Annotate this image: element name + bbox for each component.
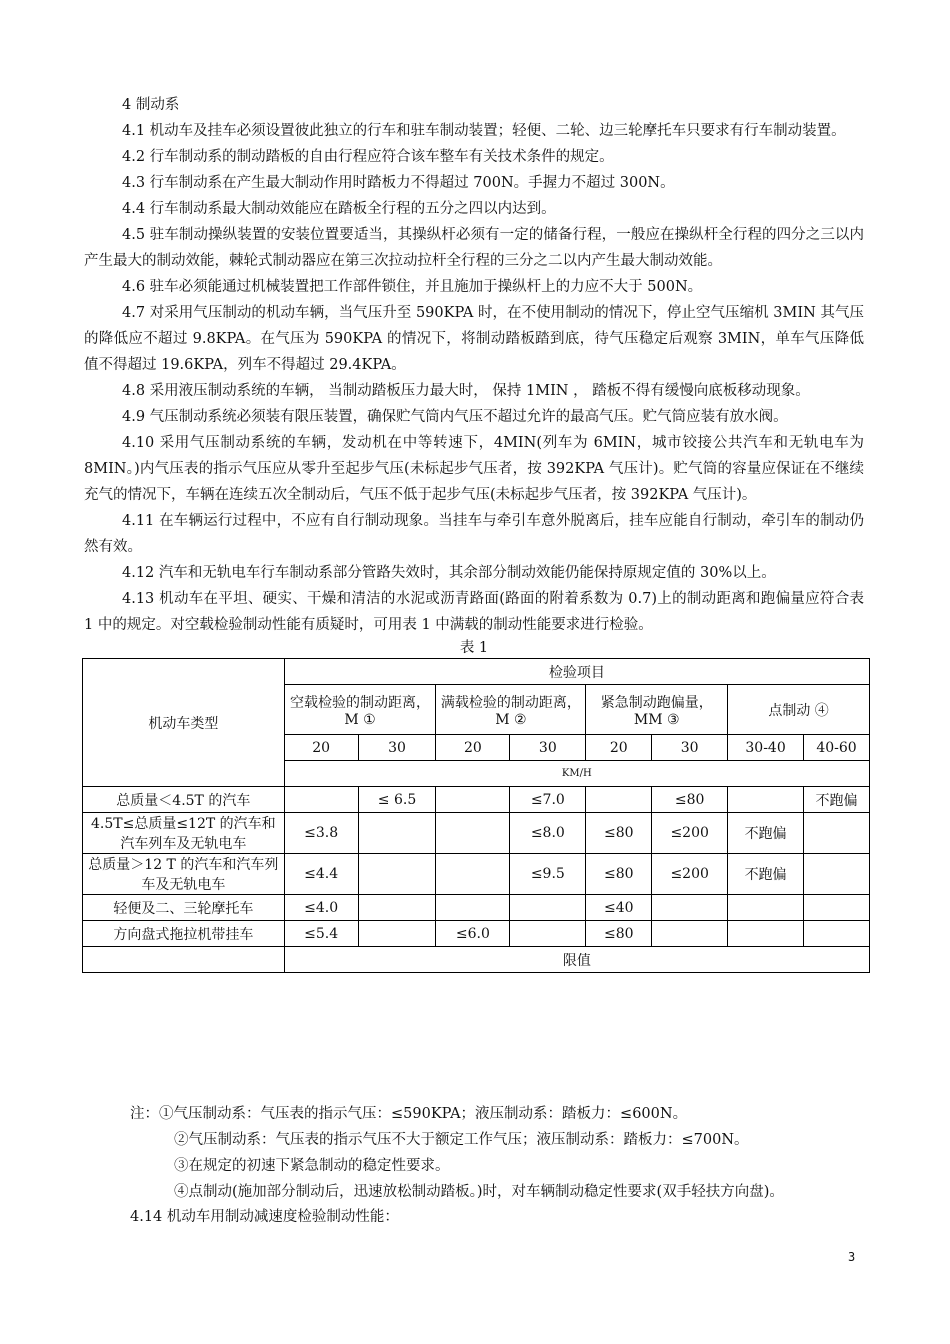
value-cell	[804, 813, 870, 854]
value-cell: ≤6.0	[436, 921, 510, 947]
value-cell	[728, 787, 804, 813]
value-cell: ≤80	[652, 787, 728, 813]
value-cell: 不跑偏	[728, 813, 804, 854]
speed-cell: 30	[358, 735, 436, 761]
value-cell	[436, 787, 510, 813]
speed-cell: 20	[586, 735, 652, 761]
value-cell: ≤80	[586, 921, 652, 947]
value-cell: 不跑偏	[804, 787, 870, 813]
note-1: 注：①气压制动系：气压表的指示气压：≤590KPA；液压制动系：踏板力：≤600N。	[130, 1106, 688, 1122]
value-cell	[728, 895, 804, 921]
value-cell: ≤9.5	[510, 854, 586, 895]
paragraph-4-3: 4.3 行车制动系在产生最大制动作用时踏板力不得超过 700N。手握力不超过 300N。	[122, 175, 675, 191]
note-2: ②气压制动系：气压表的指示气压不大于额定工作气压；液压制动系：踏板力：≤700N。	[174, 1132, 749, 1148]
value-cell	[510, 921, 586, 947]
value-cell	[436, 813, 510, 854]
brake-performance-table	[82, 658, 870, 973]
speed-cell: 30	[510, 735, 586, 761]
section-title: 4 制动系	[122, 97, 180, 113]
speed-cell: 20	[284, 735, 358, 761]
paragraph-4-4: 4.4 行车制动系最大制动效能应在踏板全行程的五分之四以内达到。	[122, 201, 556, 217]
table-row	[83, 787, 870, 813]
speed-cell: 30	[652, 735, 728, 761]
document-body	[84, 92, 864, 973]
header-point-brake: 点制动 ④	[728, 685, 870, 735]
header-vehicle-type: 机动车类型	[83, 659, 285, 787]
header-inspection-items: 检验项目	[284, 659, 869, 685]
paragraph-4-11: 4.11 在车辆运行过程中，不应有自行制动现象。当挂车与牵引车意外脱离后，挂车应能自行制动，牵引车的制动仍然有效。	[84, 513, 864, 555]
value-cell: 不跑偏	[728, 854, 804, 895]
value-cell: ≤80	[586, 854, 652, 895]
header-full-load-distance: 满载检验的制动距离，M ②	[436, 685, 586, 735]
table-caption: 表 1	[459, 640, 489, 656]
speed-unit: KM/H	[284, 761, 869, 787]
table-row	[83, 813, 870, 854]
value-cell	[652, 921, 728, 947]
paragraph-4-1: 4.1 机动车及挂车必须设置彼此独立的行车和驻车制动装置；轻便、二轮、边三轮摩托车只要求有行车制动装置。	[122, 123, 846, 139]
value-cell: ≤80	[586, 813, 652, 854]
note-3: ③在规定的初速下紧急制动的稳定性要求。	[174, 1158, 450, 1174]
vehicle-type-cell: 方向盘式拖拉机带挂车	[83, 921, 285, 947]
value-cell: ≤200	[652, 854, 728, 895]
paragraph-4-6: 4.6 驻车必须能通过机械装置把工作部件锁住，并且施加于操纵杆上的力应不大于 500N。	[122, 279, 703, 295]
paragraph-4-14: 4.14 机动车用制动减速度检验制动性能：	[130, 1209, 399, 1225]
value-cell	[804, 854, 870, 895]
value-cell	[436, 854, 510, 895]
value-cell	[586, 787, 652, 813]
paragraph-4-5: 4.5 驻车制动操纵装置的安装位置要适当，其操纵杆必须有一定的储备行程，一般应在操纵杆全行程的四分之三以内产生最大的制动效能，棘轮式制动器应在第三次拉动拉杆全行程的三分之二以内产生最大制动效能。	[84, 227, 864, 269]
value-cell	[358, 854, 436, 895]
speed-cell: 30-40	[728, 735, 804, 761]
value-cell	[358, 921, 436, 947]
limit-value-label: 限值	[284, 947, 869, 973]
value-cell	[652, 895, 728, 921]
value-cell: ≤40	[586, 895, 652, 921]
speed-cell: 20	[436, 735, 510, 761]
value-cell	[728, 921, 804, 947]
value-cell: ≤200	[652, 813, 728, 854]
paragraph-4-2: 4.2 行车制动系的制动踏板的自由行程应符合该车整车有关技术条件的规定。	[122, 149, 614, 165]
value-cell	[358, 895, 436, 921]
vehicle-type-cell: 轻便及二、三轮摩托车	[83, 895, 285, 921]
value-cell: ≤4.4	[284, 854, 358, 895]
table-row	[83, 921, 870, 947]
table-row	[83, 854, 870, 895]
paragraph-4-13: 4.13 机动车在平坦、硬实、干燥和清洁的水泥或沥青路面(路面的附着系数为 0.7)上的制动距离和跑偏量应符合表 1 中的规定。对空载检验制动性能有质疑时，可用表 1 中满载的制动性能要求进行检验。	[84, 591, 864, 633]
value-cell	[804, 895, 870, 921]
value-cell: ≤8.0	[510, 813, 586, 854]
value-cell: ≤5.4	[284, 921, 358, 947]
value-cell	[284, 787, 358, 813]
vehicle-type-cell: 总质量＞12 T 的汽车和汽车列车及无轨电车	[83, 854, 285, 895]
value-cell	[358, 813, 436, 854]
value-cell	[804, 921, 870, 947]
value-cell: ≤7.0	[510, 787, 586, 813]
table-notes	[130, 1101, 890, 1205]
header-emergency-deviation: 紧急制动跑偏量，MM ③	[586, 685, 728, 735]
table-row	[83, 895, 870, 921]
page-number: 3	[848, 1250, 856, 1264]
speed-cell: 40-60	[804, 735, 870, 761]
value-cell: ≤3.8	[284, 813, 358, 854]
header-empty-load-distance: 空载检验的制动距离，M ①	[284, 685, 436, 735]
vehicle-type-cell: 总质量＜4.5T 的汽车	[83, 787, 285, 813]
value-cell: ≤ 6.5	[358, 787, 436, 813]
paragraph-4-8: 4.8 采用液压制动系统的车辆， 当制动踏板压力最大时， 保持 1MIN ， 踏板不得有缓慢向底板移动现象。	[122, 383, 810, 399]
footer-empty-cell	[83, 947, 285, 973]
note-4: ④点制动(施加部分制动后，迅速放松制动踏板。)时，对车辆制动稳定性要求(双手轻扶方向盘)。	[174, 1184, 784, 1200]
vehicle-type-cell: 4.5T≤总质量≤12T 的汽车和汽车列车及无轨电车	[83, 813, 285, 854]
value-cell: ≤4.0	[284, 895, 358, 921]
value-cell	[510, 895, 586, 921]
paragraph-4-9: 4.9 气压制动系统必须装有限压装置，确保贮气筒内气压不超过允许的最高气压。贮气筒应装有放水阀。	[122, 409, 788, 425]
value-cell	[436, 895, 510, 921]
paragraph-4-12: 4.12 汽车和无轨电车行车制动系部分管路失效时，其余部分制动效能仍能保持原规定值的 30%以上。	[122, 565, 776, 581]
paragraph-4-10: 4.10 采用气压制动系统的车辆，发动机在中等转速下，4MIN(列车为 6MIN，城市铰接公共汽车和无轨电车为 8MIN。)内气压表的指示气压应从零升至起步气压(未标起步气压者，按 392KPA 气压计)。贮气筒的容量应保证在不继续充气的情况下，车辆在连续五次全制动后，气压不低于起步气压(未标起步气压者，按 392KPA 气压计)。	[84, 435, 864, 503]
paragraph-4-7: 4.7 对采用气压制动的机动车辆，当气压升至 590KPA 时，在不使用制动的情况下，停止空气压缩机 3MIN 其气压的降低应不超过 9.8KPA。在气压为 590KPA 的情况下，将制动踏板踏到底，待气压稳定后观察 3MIN，单车气压降低值不得超过 19.6KPA，列车不得超过 29.4KPA。	[84, 305, 864, 373]
